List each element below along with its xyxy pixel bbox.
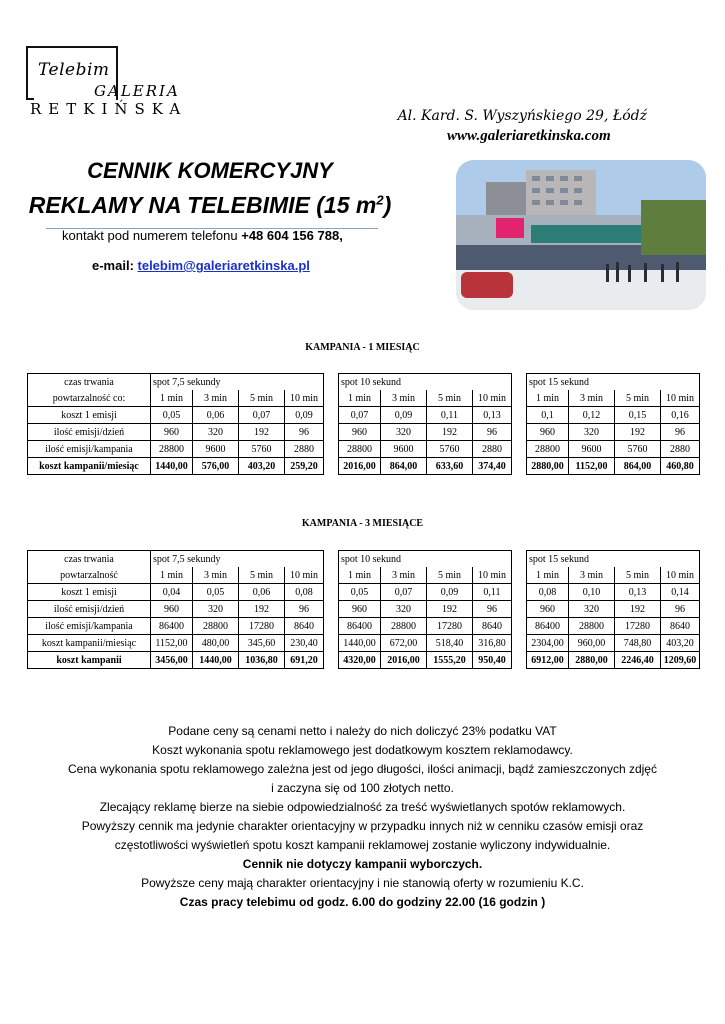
column-header: 5 min — [615, 567, 661, 584]
value-cell: 320 — [193, 424, 239, 441]
column-header: 3 min — [381, 567, 427, 584]
title-text: REKLAMY NA TELEBIMIE (15 m — [28, 192, 377, 218]
website[interactable]: www.galeriaretkinska.com — [447, 128, 611, 144]
value-cell: 96 — [285, 424, 324, 441]
value-cell: 5760 — [615, 441, 661, 458]
value-cell: 9600 — [193, 441, 239, 458]
value-cell: 0,1 — [527, 407, 569, 424]
value-cell: 230,40 — [285, 635, 324, 652]
value-cell: 1440,00 — [151, 458, 193, 475]
value-cell: 192 — [427, 424, 473, 441]
value-cell: 960 — [527, 424, 569, 441]
email-link[interactable]: telebim@galeriaretkinska.pl — [137, 258, 310, 273]
value-cell: 86400 — [151, 618, 193, 635]
value-cell: 0,14 — [661, 584, 700, 601]
value-cell: 2016,00 — [339, 458, 381, 475]
column-header: 10 min — [661, 390, 700, 407]
note-line: Cennik nie dotyczy kampanii wyborczych. — [242, 857, 483, 871]
email-line — [92, 258, 310, 273]
value-cell: 480,00 — [193, 635, 239, 652]
value-cell: 0,07 — [239, 407, 285, 424]
value-cell: 28800 — [339, 441, 381, 458]
gap — [512, 441, 527, 458]
value-cell: 4320,00 — [339, 652, 381, 669]
value-cell: 5760 — [239, 441, 285, 458]
value-cell: 518,40 — [427, 635, 473, 652]
column-header: 5 min — [239, 390, 285, 407]
gap — [512, 424, 527, 441]
column-header: 5 min — [427, 567, 473, 584]
column-header: 1 min — [151, 390, 193, 407]
value-cell: 0,16 — [661, 407, 700, 424]
value-cell: 0,13 — [473, 407, 512, 424]
email-label: e-mail: — [92, 258, 138, 273]
campaign1-title: KAMPANIA - 1 MIESIĄC — [305, 342, 420, 353]
value-cell: 28800 — [151, 441, 193, 458]
value-cell: 576,00 — [193, 458, 239, 475]
gap — [324, 407, 339, 424]
gap — [324, 374, 339, 391]
gap — [512, 374, 527, 391]
value-cell: 0,09 — [381, 407, 427, 424]
value-cell: 192 — [615, 601, 661, 618]
value-cell: 17280 — [615, 618, 661, 635]
value-cell: 0,15 — [615, 407, 661, 424]
campaign1-table — [27, 373, 700, 475]
value-cell: 960 — [151, 601, 193, 618]
gap — [512, 618, 527, 635]
note-line: Podane ceny są cenami netto i należy do nich doliczyć 23% podatku VAT — [168, 724, 557, 738]
gap — [512, 407, 527, 424]
logo — [24, 42, 204, 122]
value-cell: 5760 — [427, 441, 473, 458]
value-cell: 0,07 — [381, 584, 427, 601]
row-label: powtarzalność — [28, 567, 151, 584]
column-header: 5 min — [427, 390, 473, 407]
value-cell: 28800 — [381, 618, 427, 635]
value-cell: 17280 — [239, 618, 285, 635]
gap — [324, 424, 339, 441]
note-line: i zaczyna się od 100 złotych netto. — [271, 781, 454, 795]
value-cell: 0,05 — [193, 584, 239, 601]
value-cell: 0,11 — [473, 584, 512, 601]
subheader-row — [28, 567, 700, 584]
gap — [512, 584, 527, 601]
gap — [324, 652, 339, 669]
row-label: ilość emisji/kampania — [28, 618, 151, 635]
table-row — [28, 584, 700, 601]
group-name: spot 15 sekund — [527, 551, 700, 568]
value-cell: 320 — [381, 424, 427, 441]
subheader-row — [28, 390, 700, 407]
value-cell: 8640 — [473, 618, 512, 635]
value-cell: 2880 — [661, 441, 700, 458]
value-cell: 0,13 — [615, 584, 661, 601]
column-header: 3 min — [193, 567, 239, 584]
value-cell: 0,09 — [427, 584, 473, 601]
value-cell: 28800 — [569, 618, 615, 635]
value-cell: 960 — [527, 601, 569, 618]
column-header: 3 min — [569, 390, 615, 407]
value-cell: 320 — [569, 424, 615, 441]
column-header: 10 min — [661, 567, 700, 584]
group-name: spot 7,5 sekundy — [151, 374, 324, 391]
value-cell: 0,08 — [285, 584, 324, 601]
table-row — [28, 424, 700, 441]
value-cell: 960 — [151, 424, 193, 441]
value-cell: 0,07 — [339, 407, 381, 424]
value-cell: 2880 — [473, 441, 512, 458]
value-cell: 0,06 — [239, 584, 285, 601]
row-label: koszt 1 emisji — [28, 407, 151, 424]
value-cell: 320 — [569, 601, 615, 618]
campaign3-table — [27, 550, 700, 669]
title-sup: 2 — [376, 192, 384, 208]
value-cell: 672,00 — [381, 635, 427, 652]
note-line: Powyższy cennik ma jedynie charakter orientacyjny w przypadku innych niż w cenniku czasów emisji oraz — [81, 819, 644, 833]
column-header: 5 min — [615, 390, 661, 407]
value-cell: 1152,00 — [151, 635, 193, 652]
gap — [512, 390, 527, 407]
row-label: czas trwania — [28, 374, 151, 391]
value-cell: 9600 — [569, 441, 615, 458]
group-name: spot 7,5 sekundy — [151, 551, 324, 568]
value-cell: 259,20 — [285, 458, 324, 475]
column-header: 1 min — [527, 567, 569, 584]
value-cell: 1440,00 — [193, 652, 239, 669]
note-line: Powyższe ceny mają charakter orientacyjny i nie stanowią oferty w rozumieniu K.C. — [141, 876, 584, 890]
value-cell: 192 — [239, 424, 285, 441]
value-cell: 1036,80 — [239, 652, 285, 669]
column-header: 5 min — [239, 567, 285, 584]
value-cell: 86400 — [527, 618, 569, 635]
gap — [512, 551, 527, 568]
gap — [324, 441, 339, 458]
value-cell: 192 — [239, 601, 285, 618]
value-cell: 960 — [339, 601, 381, 618]
group-name: spot 10 sekund — [339, 551, 512, 568]
title-close: ) — [383, 192, 392, 218]
row-label: powtarzalność co: — [28, 390, 151, 407]
row-label: koszt kampanii/miesiąc — [28, 635, 151, 652]
note-line: częstotliwości wyświetleń spotu koszt kampanii reklamowej zostanie wyliczony indywidualnie. — [114, 838, 611, 852]
column-header: 1 min — [339, 390, 381, 407]
value-cell: 2016,00 — [381, 652, 427, 669]
value-cell: 960,00 — [569, 635, 615, 652]
value-cell: 316,80 — [473, 635, 512, 652]
value-cell: 0,05 — [339, 584, 381, 601]
row-label: koszt 1 emisji — [28, 584, 151, 601]
value-cell: 1440,00 — [339, 635, 381, 652]
row-label: koszt kampanii/miesiąc — [28, 458, 151, 475]
value-cell: 0,08 — [527, 584, 569, 601]
row-label: ilość emisji/kampania — [28, 441, 151, 458]
column-header: 10 min — [285, 390, 324, 407]
gap — [324, 567, 339, 584]
header-row — [28, 551, 700, 568]
table-row — [28, 618, 700, 635]
column-header: 3 min — [381, 390, 427, 407]
value-cell: 0,04 — [151, 584, 193, 601]
column-header: 1 min — [527, 390, 569, 407]
contact-phone: +48 604 156 788, — [241, 228, 343, 243]
value-cell: 2880,00 — [569, 652, 615, 669]
table-row — [28, 407, 700, 424]
group-name: spot 15 sekund — [527, 374, 700, 391]
group-name: spot 10 sekund — [339, 374, 512, 391]
value-cell: 1555,20 — [427, 652, 473, 669]
address: Al. Kard. S. Wyszyńskiego 29, Łódź — [397, 108, 647, 124]
table-row — [28, 652, 700, 669]
gap — [512, 652, 527, 669]
value-cell: 9600 — [381, 441, 427, 458]
value-cell: 28800 — [193, 618, 239, 635]
value-cell: 345,60 — [239, 635, 285, 652]
value-cell: 460,80 — [661, 458, 700, 475]
value-cell: 96 — [473, 601, 512, 618]
column-header: 3 min — [193, 390, 239, 407]
header-row — [28, 374, 700, 391]
note-line: Cena wykonania spotu reklamowego zależna jest od jego długości, ilości animacji, bądź zamieszczonych zdjęć — [68, 762, 657, 776]
logo-galeria: GALERIA — [94, 82, 180, 100]
value-cell: 1209,60 — [661, 652, 700, 669]
notes — [0, 722, 725, 912]
value-cell: 2880,00 — [527, 458, 569, 475]
value-cell: 0,06 — [193, 407, 239, 424]
value-cell: 96 — [661, 601, 700, 618]
value-cell: 633,60 — [427, 458, 473, 475]
value-cell: 6912,00 — [527, 652, 569, 669]
column-header: 10 min — [285, 567, 324, 584]
value-cell: 86400 — [339, 618, 381, 635]
gap — [324, 390, 339, 407]
value-cell: 0,10 — [569, 584, 615, 601]
value-cell: 950,40 — [473, 652, 512, 669]
value-cell: 0,09 — [285, 407, 324, 424]
gap — [324, 601, 339, 618]
value-cell: 320 — [381, 601, 427, 618]
value-cell: 2246,40 — [615, 652, 661, 669]
value-cell: 8640 — [285, 618, 324, 635]
value-cell: 403,20 — [239, 458, 285, 475]
note-line: Zlecający reklamę bierze na siebie odpowiedzialność za treść wyświetlanych spotów reklamowych. — [99, 800, 626, 814]
note-line: Koszt wykonania spotu reklamowego jest dodatkowym kosztem reklamodawcy. — [152, 743, 573, 757]
page-title-line1: CENNIK KOMERCYJNY — [87, 158, 333, 183]
table-row — [28, 441, 700, 458]
value-cell: 0,11 — [427, 407, 473, 424]
value-cell: 960 — [339, 424, 381, 441]
value-cell: 17280 — [427, 618, 473, 635]
note-line: Czas pracy telebimu od godz. 6.00 do godziny 22.00 (16 godzin ) — [179, 895, 546, 909]
value-cell: 192 — [427, 601, 473, 618]
page-title-line2 — [0, 192, 420, 219]
value-cell: 96 — [473, 424, 512, 441]
row-label: koszt kampanii — [28, 652, 151, 669]
value-cell: 2304,00 — [527, 635, 569, 652]
row-label: ilość emisji/dzień — [28, 424, 151, 441]
contact-text: kontakt pod numerem telefonu — [62, 228, 242, 243]
column-header: 1 min — [151, 567, 193, 584]
value-cell: 0,12 — [569, 407, 615, 424]
value-cell: 748,80 — [615, 635, 661, 652]
gap — [512, 458, 527, 475]
value-cell: 96 — [285, 601, 324, 618]
table-row — [28, 601, 700, 618]
gap — [324, 551, 339, 568]
value-cell: 320 — [193, 601, 239, 618]
building-photo — [456, 160, 706, 310]
gap — [324, 618, 339, 635]
gap — [512, 601, 527, 618]
value-cell: 691,20 — [285, 652, 324, 669]
value-cell: 1152,00 — [569, 458, 615, 475]
value-cell: 2880 — [285, 441, 324, 458]
value-cell: 864,00 — [615, 458, 661, 475]
column-header: 3 min — [569, 567, 615, 584]
gap — [512, 567, 527, 584]
gap — [512, 635, 527, 652]
logo-retkinska: RETKIŃSKA — [30, 100, 188, 118]
value-cell: 96 — [661, 424, 700, 441]
value-cell: 28800 — [527, 441, 569, 458]
column-header: 1 min — [339, 567, 381, 584]
column-header: 10 min — [473, 390, 512, 407]
gap — [324, 458, 339, 475]
value-cell: 374,40 — [473, 458, 512, 475]
value-cell: 403,20 — [661, 635, 700, 652]
value-cell: 8640 — [661, 618, 700, 635]
table-row — [28, 635, 700, 652]
value-cell: 864,00 — [381, 458, 427, 475]
campaign3-title: KAMPANIA - 3 MIESIĄCE — [301, 518, 424, 529]
gap — [324, 584, 339, 601]
row-label: ilość emisji/dzień — [28, 601, 151, 618]
column-header: 10 min — [473, 567, 512, 584]
logo-telebim: Telebim — [38, 60, 110, 80]
gap — [324, 635, 339, 652]
row-label: czas trwania — [28, 551, 151, 568]
contact-line — [62, 228, 343, 243]
value-cell: 192 — [615, 424, 661, 441]
value-cell: 0,05 — [151, 407, 193, 424]
value-cell: 3456,00 — [151, 652, 193, 669]
table-row — [28, 458, 700, 475]
